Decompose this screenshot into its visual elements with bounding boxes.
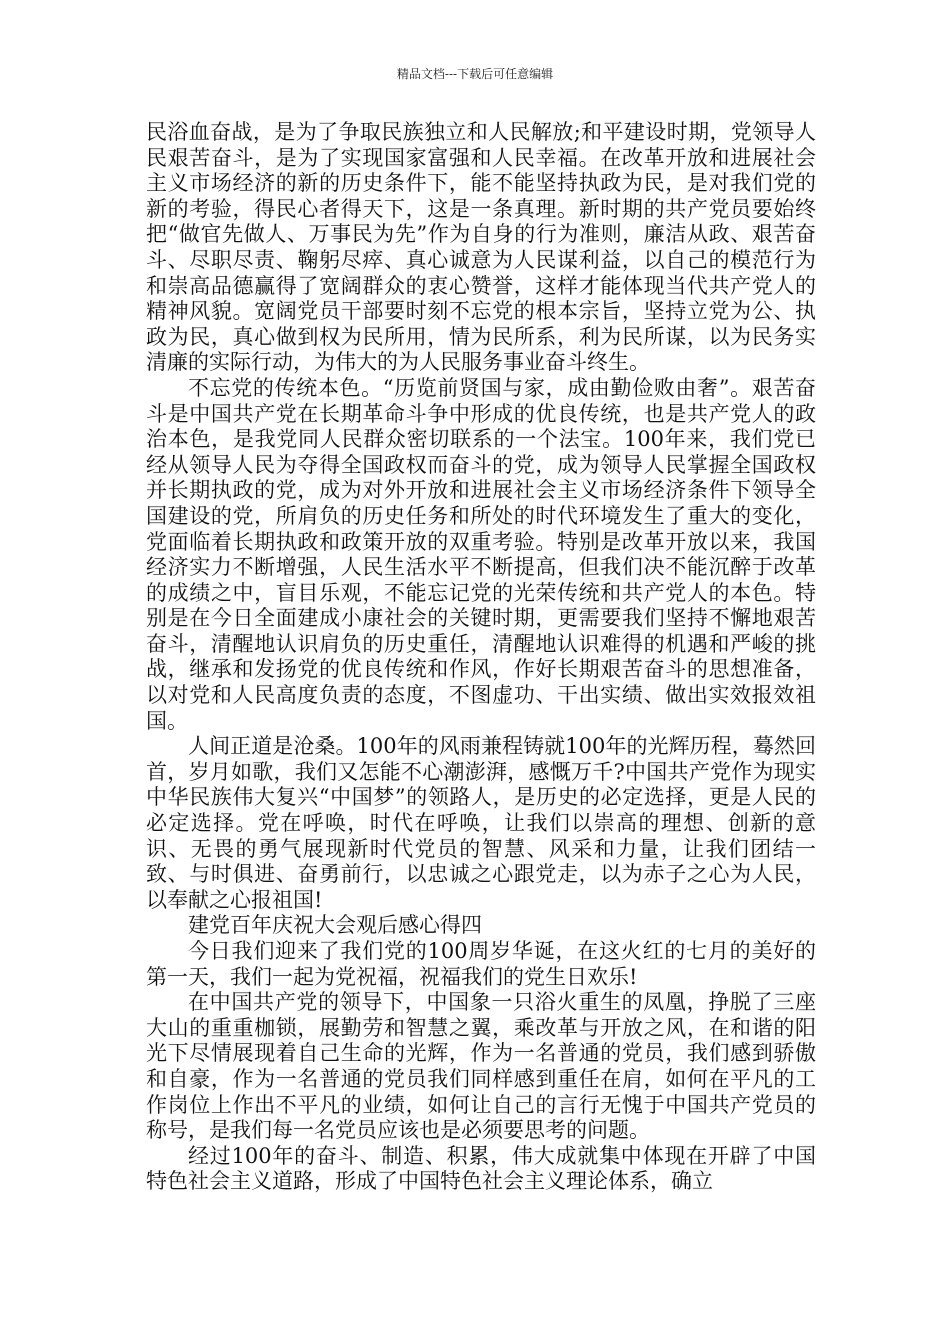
page-header: 精品文档---下载后可任意编辑 bbox=[396, 67, 554, 81]
paragraph-phoenix: 在中国共产党的领导下，中国象一只浴火重生的凤凰，挣脱了三座大山的重重枷锁，展勤劳和智慧之翼，乘改革与开放之风，在和谐的阳光下尽情展现着自己生命的光辉，作为一名普通的党员，我们感到骄傲和自豪，作为一名普通的党员我们同样感到重任在肩，如何在平凡的工作岗位上作出不平凡的业绩，如何让自己的言行无愧于中国共产党员的称号，是我们每一名党员应该也是必须要思考的问题。 bbox=[146, 990, 816, 1143]
paragraph-anniversary: 今日我们迎来了我们党的100周岁华诞，在这火红的七月的美好的第一天，我们一起为党祝福，祝福我们的党生日欢乐! bbox=[146, 939, 816, 989]
paragraph-achievements: 经过100年的奋斗、制造、积累，伟大成就集中体现在开辟了中国特色社会主义道路，形成了中国特色社会主义理论体系，确立 bbox=[146, 1143, 816, 1194]
section-heading: 建党百年庆祝大会观后感心得四 bbox=[188, 913, 482, 938]
paragraph-tradition: 不忘党的传统本色。“历览前贤国与家，成由勤俭败由奢”。艰苦奋斗是中国共产党在长期革命斗争中形成的优良传统，也是共产党人的政治本色，是我党同人民群众密切联系的一个法宝。100年来，我们党已经从领导人民为夺得全国政权而奋斗的党，成为领导人民掌握全国政权并长期执政的党，成为对外开放和进展社会主义市场经济条件下领导全国建设的党，所肩负的历史任务和所处的时代环境发生了重大的变化，党面临着长期执政和政策开放的双重考验。特别是改革开放以来，我国经济实力不断增强，人民生活水平不断提高，但我们决不能沉醉于改革的成绩之中，盲目乐观，不能忘记党的光荣传统和共产党人的本色。特别是在今日全面建成小康社会的关键时期，更需要我们坚持不懈地艰苦奋斗，清醒地认识肩负的历史重任，清醒地认识难得的机遇和严峻的挑战，继承和发扬党的优良传统和作风，作好长期艰苦奋斗的思想准备，以对党和人民高度负责的态度，不图虚功、干出实绩、做出实效报效祖国。 bbox=[146, 375, 816, 733]
paragraph-continuation: 民浴血奋战，是为了争取民族独立和人民解放;和平建设时期，党领导人民艰苦奋斗，是为了实现国家富强和人民幸福。在改革开放和进展社会主义市场经济的新的历史条件下，能不能坚持执政为民，是对我们党的新的考验，得民心者得天下，这是一条真理。新时期的共产党员要始终把“做官先做人、万事民为先”作为自身的行为准则，廉洁从政、艰苦奋斗、尽职尽责、鞠躬尽瘁、真心诚意为人民谋利益，以自己的模范行为和崇高品德赢得了宽阔群众的衷心赞誉，这样才能体现当代共产党人的精神风貌。宽阔党员干部要时刻不忘党的根本宗旨，坚持立党为公、执政为民，真心做到权为民所用，情为民所系，利为民所谋，以为民务实清廉的实际行动，为伟大的为人民服务事业奋斗终生。 bbox=[146, 120, 816, 375]
document-body bbox=[146, 120, 816, 1195]
paragraph-right-path: 人间正道是沧桑。100年的风雨兼程铸就100年的光辉历程，蓦然回首，岁月如歌，我们又怎能不心潮澎湃，感慨万千?中国共产党作为现实中华民族伟大复兴“中国梦”的领路人，是历史的必定选择，更是人民的必定选择。党在呼唤，时代在呼唤，让我们以崇高的理想、创新的意识、无畏的勇气展现新时代党员的智慧、风采和力量，让我们团结一致、与时俱进、奋勇前行，以忠诚之心跟党走，以为赤子之心为人民，以奉献之心报祖国! bbox=[146, 734, 816, 912]
